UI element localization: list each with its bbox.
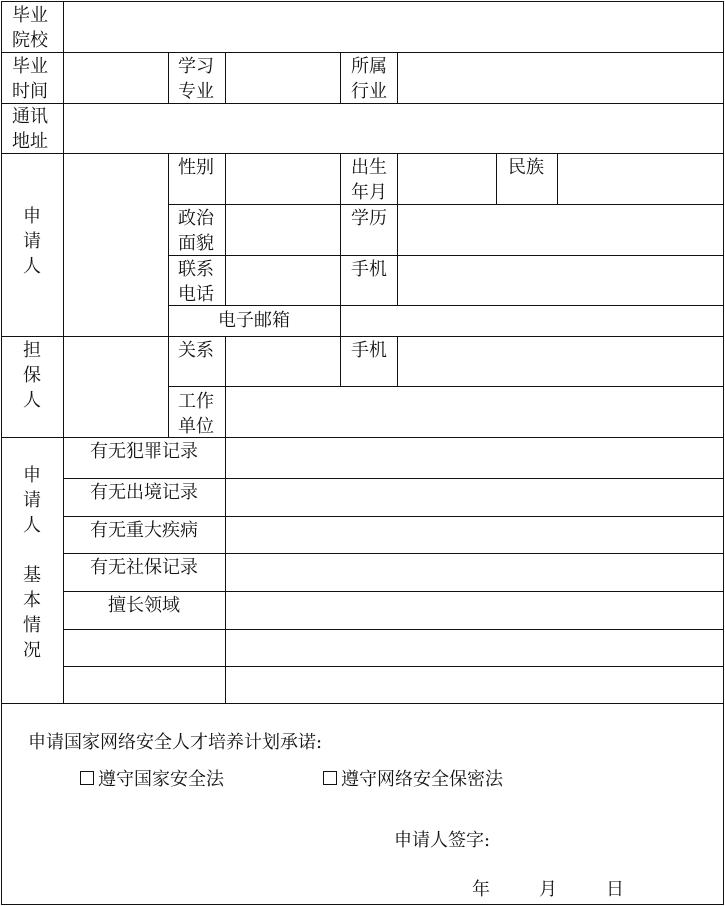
expertise-label: 擅长领域 [108, 595, 180, 616]
guarantor-label: 担 保 人 [23, 340, 41, 411]
relation-label: 关系 [178, 340, 214, 361]
option-national-security-label: 遵守国家安全法 [98, 769, 224, 790]
exit-record-label: 有无出境记录 [90, 482, 198, 503]
social-security-label: 有无社保记录 [90, 557, 198, 578]
rule [1, 336, 724, 337]
signature-label: 申请人签字: [394, 830, 491, 851]
graduate-school-label: 毕业 院校 [12, 5, 48, 51]
basic-info-label: 申 请 人 基 本 情 况 [23, 465, 41, 661]
rule [168, 153, 169, 437]
ethnicity-label: 民族 [508, 157, 544, 178]
rule [397, 336, 398, 387]
rule [63, 666, 724, 667]
graduate-time-label: 毕业 时间 [12, 56, 48, 102]
illness-label: 有无重大疾病 [90, 520, 198, 541]
rule [1, 703, 724, 704]
rule [225, 153, 226, 305]
month-label: 月 [539, 879, 557, 900]
rule [225, 437, 226, 704]
rule [168, 386, 724, 387]
commitment-title: 申请国家网络安全人才培养计划承诺: [28, 732, 323, 753]
checkbox-national-security[interactable] [80, 771, 94, 785]
birth-label: 出生 年月 [351, 157, 387, 203]
rule [496, 153, 497, 204]
rule [225, 336, 226, 437]
rule [1, 1, 724, 2]
work-unit-label: 工作 单位 [178, 391, 214, 437]
applicant-label: 申 请 人 [23, 206, 41, 277]
rule [63, 629, 724, 630]
rule [340, 52, 341, 103]
guarantor-mobile-label: 手机 [351, 340, 387, 361]
email-label: 电子邮箱 [218, 310, 290, 331]
year-label: 年 [472, 879, 490, 900]
rule [1, 904, 724, 905]
education-label: 学历 [351, 208, 387, 229]
mobile-label: 手机 [351, 259, 387, 280]
rule [397, 153, 398, 305]
checkbox-network-security[interactable] [323, 771, 337, 785]
rule [340, 153, 341, 336]
address-label: 通讯 地址 [12, 106, 48, 152]
rule [557, 153, 558, 204]
criminal-record-label: 有无犯罪记录 [90, 441, 198, 462]
rule [723, 1, 724, 905]
rule [63, 478, 724, 479]
rule [1, 52, 724, 53]
rule [168, 255, 724, 256]
rule [1, 1, 2, 905]
rule [63, 553, 724, 554]
rule [1, 153, 724, 154]
rule [63, 516, 724, 517]
industry-label: 所属 行业 [351, 56, 387, 102]
political-label: 政治 面貌 [178, 208, 214, 254]
rule [397, 52, 398, 103]
rule [340, 336, 341, 387]
day-label: 日 [606, 879, 624, 900]
option-network-security-label: 遵守网络安全保密法 [341, 769, 503, 790]
major-label: 学习 专业 [178, 56, 214, 102]
rule [168, 305, 724, 306]
rule [168, 52, 169, 103]
rule [225, 52, 226, 103]
rule [1, 437, 724, 438]
gender-label: 性别 [178, 157, 214, 178]
rule [63, 591, 724, 592]
phone-label: 联系 电话 [178, 259, 214, 305]
rule [168, 204, 724, 205]
